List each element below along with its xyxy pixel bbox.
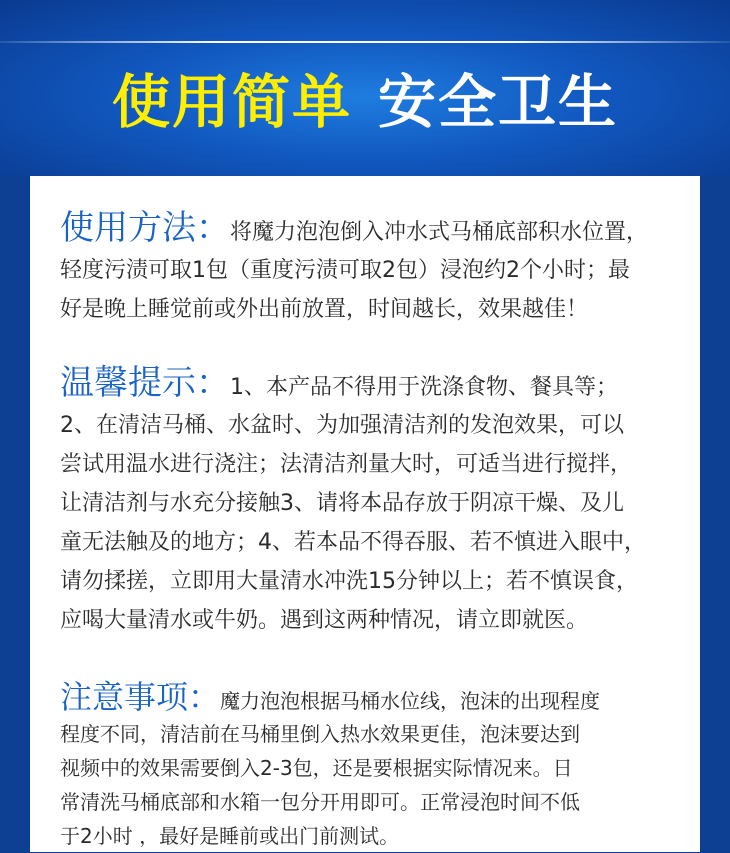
notes-line: 于2小时 ，最好是睡前或出门前测试。: [60, 824, 400, 848]
usage-line: 将魔力泡泡倒入冲水式马桶底部积水位置，: [230, 220, 649, 245]
usage-first-line: [60, 205, 686, 251]
notes-first-line: [60, 677, 686, 717]
tips-heading: 温馨提示：: [60, 363, 230, 403]
right-border: [700, 176, 730, 852]
tips-line: 1、本产品不得用于洗涤食物、餐具等；: [230, 375, 618, 400]
usage-line: 好是晚上睡觉前或外出前放置，时间越长，效果越佳！: [60, 297, 589, 322]
notes-heading: 注意事项：: [60, 678, 221, 716]
left-border: [0, 176, 30, 852]
notes-section: [60, 677, 686, 853]
usage-section: [60, 205, 686, 329]
banner-divider-line: [0, 41, 730, 43]
usage-line: 轻度污渍可取1包（重度污渍可取2包）浸泡约2个小时；最: [60, 258, 630, 283]
tips-line: 让清洁剂与水充分接触3、请将本品存放于阴凉干燥、及儿: [60, 491, 624, 516]
tips-line: 童无法触及的地方；4、若本品不得吞服、若不慎进入眼中，: [60, 530, 646, 555]
usage-heading: 使用方法：: [60, 208, 230, 248]
notes-line: 程度不同，清洁前在马桶里倒入热水效果更佳，泡沫要达到: [60, 722, 580, 746]
notes-line: 视频中的效果需要倒入2-3包，还是要根据实际情况来。日: [60, 756, 573, 780]
notes-line: 魔力泡泡根据马桶水位线，泡沫的出现程度: [220, 689, 601, 713]
notes-line: 常清洗马桶底部和水箱一包分开用即可。正常浸泡时间不低: [60, 790, 580, 814]
tips-line: 应喝大量清水或牛奶。遇到这两种情况，请立即就医。: [60, 608, 589, 633]
tips-line: 尝试用温水进行浇注；法清洁剂量大时，可适当进行搅拌，: [60, 452, 633, 477]
tips-line: 请勿揉搓，立即用大量清水冲洗15分钟以上；若不慎误食，: [60, 569, 638, 594]
tips-section: [60, 360, 686, 640]
tips-line: 2、在清洁马桶、水盆时、为加强清洁剂的发泡效果，可以: [60, 413, 624, 438]
tips-first-line: [60, 360, 686, 406]
banner-title-yellow: 使用简单: [111, 68, 352, 136]
banner-headline: [0, 66, 730, 138]
banner-title-white: 安全卫生: [378, 68, 619, 136]
